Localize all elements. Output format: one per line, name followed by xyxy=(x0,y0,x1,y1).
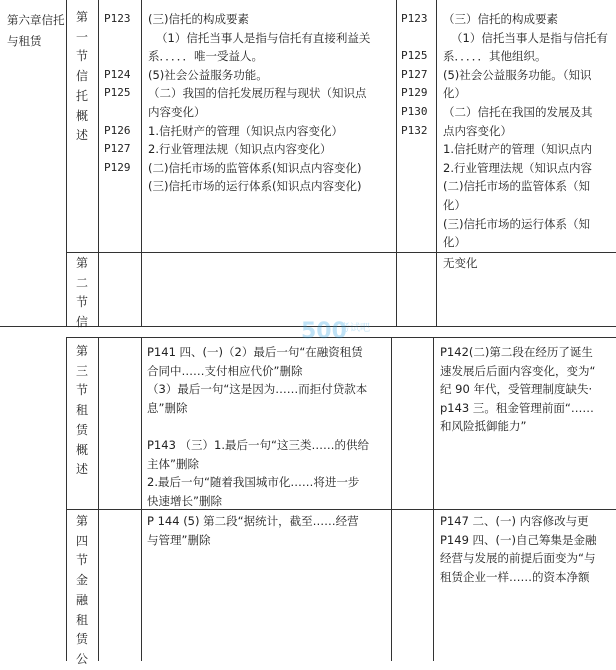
content-line xyxy=(147,417,369,436)
section-3-title: 第三节租赁概述 xyxy=(75,344,88,477)
content-line: 息”删除 xyxy=(147,400,188,415)
content-line: 合同中……支付相应代价”删除 xyxy=(147,363,303,378)
content-line: （二）信托在我国的发展及其 xyxy=(443,104,593,119)
page-number: P126 xyxy=(104,123,131,137)
section-2-title: 第二节信 xyxy=(75,256,88,330)
watermark-logo-icon xyxy=(300,311,347,347)
page-number: P123 xyxy=(401,12,428,25)
content-line: P149 四、(一)自己筹集是金融 xyxy=(440,532,597,547)
table-line xyxy=(66,0,67,326)
section-4-old-content xyxy=(147,512,359,549)
page-number xyxy=(104,103,131,122)
content-line: 快速增长”删除 xyxy=(147,493,222,508)
content-line: 内容变化） xyxy=(148,104,206,119)
content-line: 化） xyxy=(443,197,466,212)
page-number: P124 xyxy=(104,67,131,81)
page-number: P123 xyxy=(104,12,131,25)
content-line: （1）信托当事人是指与信托有 xyxy=(451,30,608,45)
section-4-new-content xyxy=(440,512,597,586)
content-line: (三)信托市场的运行体系(知识点内容变化) xyxy=(148,179,362,194)
content-line: (三)信托的构成要素 xyxy=(148,12,249,26)
table-line xyxy=(433,337,434,661)
page-number: P129 xyxy=(104,160,131,174)
content-line: (5)社会公益服务功能。 xyxy=(148,67,268,82)
content-line: 化） xyxy=(443,86,466,101)
content-line: 2.最后一句“随着我国城市化……将进一步 xyxy=(147,475,360,490)
content-line: 经营与发展的前提后面变为“与 xyxy=(440,551,596,566)
content-line: 系．．．．．唯一受益人。 xyxy=(148,49,263,64)
content-line: (二)信托市场的监管体系（知 xyxy=(443,179,590,194)
table-line xyxy=(66,337,67,661)
content-line: (三)信托市场的运行体系（知 xyxy=(443,216,590,231)
content-line: 化） xyxy=(443,235,466,250)
content-line: p143 三。租金管理前面“…… xyxy=(440,400,594,415)
page-number: P132 xyxy=(401,123,428,137)
content-line: P147 二、(一) 内容修改与更 xyxy=(440,514,589,528)
content-line: 2.行业管理法规（知识点内容变化） xyxy=(148,142,332,157)
content-line: 与管理”删除 xyxy=(147,532,211,547)
table-line xyxy=(141,337,142,661)
content-line: （二）我国的信托发展历程与现状（知识点 xyxy=(148,86,367,101)
page-number xyxy=(401,29,428,48)
section-2-new-content: 无变化 xyxy=(443,256,478,270)
section-1-new-pages xyxy=(401,10,428,140)
content-line: P143 （三）1.最后一句“这三类……的供给 xyxy=(147,437,369,452)
content-line: P141 四、(一)（2）最后一句“在融资租赁 xyxy=(147,345,363,359)
content-line: 租赁企业一样……的资本净额 xyxy=(440,569,590,584)
table-line xyxy=(98,337,99,661)
content-line: 主体”删除 xyxy=(147,456,199,471)
page-number: P125 xyxy=(104,86,131,100)
table-line xyxy=(66,252,616,253)
page-number: P129 xyxy=(401,86,428,100)
content-line: (二)信托市场的监管体系(知识点内容变化) xyxy=(148,160,362,175)
page-number: P127 xyxy=(401,67,428,81)
content-line: （3）最后一句“这是因为……而拒付贷款本 xyxy=(147,382,368,397)
table-line xyxy=(396,0,397,326)
page-number xyxy=(104,47,131,66)
watermark-text: 考试吧 xyxy=(340,323,370,334)
section-3-old-content xyxy=(147,343,369,510)
content-line: 点内容变化） xyxy=(443,123,512,138)
section-1-old-pages xyxy=(104,10,131,177)
content-line: 系．．．．．其他组织。 xyxy=(443,49,547,64)
chapter-title: 第六章信托与租赁 xyxy=(7,13,65,48)
page-number: P125 xyxy=(401,49,428,63)
content-line: 1.信托财产的管理（知识点内 xyxy=(443,142,592,157)
section-1-old-content xyxy=(148,10,370,196)
content-line: 2.行业管理法规（知识点内容 xyxy=(443,160,592,175)
page-number: P127 xyxy=(104,142,131,156)
table-line xyxy=(436,0,437,326)
table-line xyxy=(141,0,142,326)
content-line: (5)社会公益服务功能。（知识 xyxy=(443,67,592,82)
section-3-new-content xyxy=(440,343,595,436)
content-line: 和风险抵御能力” xyxy=(440,419,527,434)
content-line: 速发展后后面内容变化，变为“ xyxy=(440,363,596,378)
watermark-number: 500 xyxy=(301,319,347,344)
table-line xyxy=(98,0,99,326)
section-1-title: 第一节信托概述 xyxy=(75,10,88,143)
page-number xyxy=(104,29,131,48)
section-1-new-content xyxy=(443,10,608,252)
content-line: 纪 90 年代，受管理制度缺失· xyxy=(440,382,593,397)
content-line: （三）信托的构成要素 xyxy=(443,12,558,26)
content-line: P 144 (5) 第二段“据统计，截至……经营 xyxy=(147,514,359,528)
content-line: 1.信托财产的管理（知识点内容变化） xyxy=(148,123,343,138)
content-line: P142(二)第二段在经历了诞生 xyxy=(440,345,593,359)
table-line xyxy=(391,337,392,661)
watermark xyxy=(300,309,390,349)
content-line: （1）信托当事人是指与信托有直接利益关 xyxy=(156,30,371,45)
page-number: P130 xyxy=(401,104,428,118)
section-4-title: 第四节金融租赁公 xyxy=(75,514,88,666)
